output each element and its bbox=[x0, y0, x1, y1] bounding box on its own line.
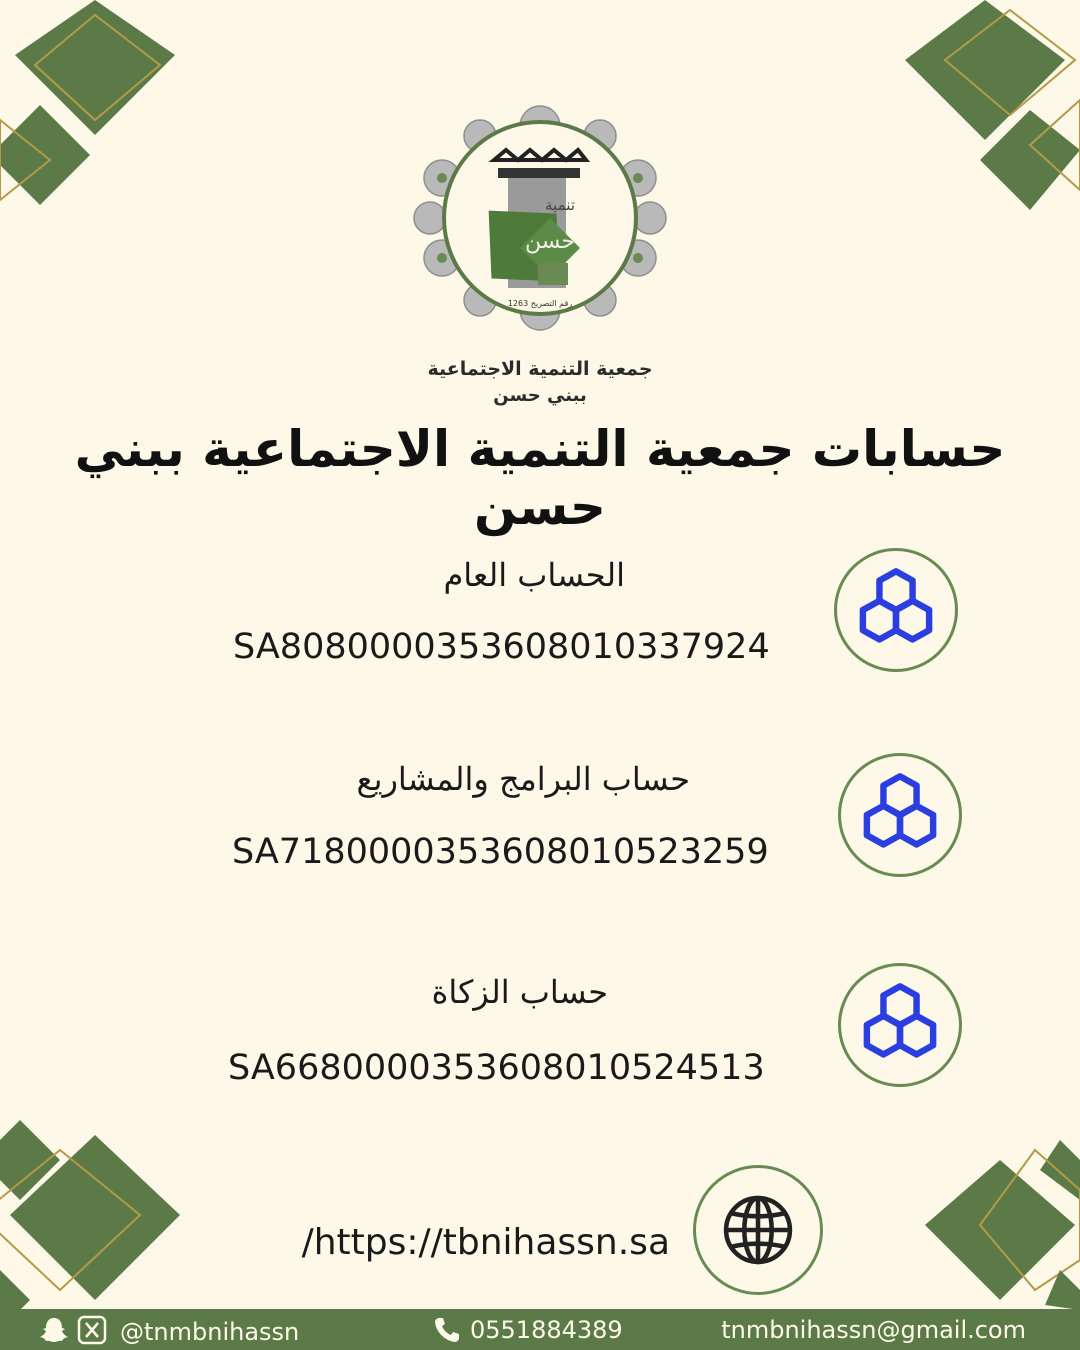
globe-circle bbox=[693, 1165, 823, 1295]
top-right-diamonds bbox=[905, 0, 1080, 210]
bottom-left-diamonds bbox=[0, 1120, 180, 1330]
bank-logo-icon bbox=[850, 564, 942, 656]
bank-logo-icon bbox=[854, 769, 946, 861]
contact-footer bbox=[0, 1309, 1080, 1350]
bank-logo-circle bbox=[838, 753, 962, 877]
account-label-programs: حساب البرامج والمشاريع bbox=[356, 760, 690, 798]
globe-icon bbox=[720, 1192, 796, 1268]
svg-text:تنمية: تنمية bbox=[545, 196, 575, 214]
phone-number[interactable]: 0551884389 bbox=[470, 1316, 623, 1344]
account-iban-general[interactable]: SA8080000353608010337924 bbox=[233, 627, 770, 667]
snapchat-icon[interactable] bbox=[38, 1316, 70, 1344]
license-text: رقم التصريح 1263 bbox=[507, 299, 573, 308]
account-iban-programs[interactable]: SA7180000353608010523259 bbox=[232, 832, 769, 872]
bank-logo-icon bbox=[854, 979, 946, 1071]
svg-text:حسن: حسن bbox=[525, 229, 575, 254]
account-label-zakat: حساب الزكاة bbox=[431, 973, 608, 1011]
top-left-diamonds bbox=[0, 0, 175, 205]
x-icon[interactable] bbox=[77, 1315, 107, 1345]
organization-name: جمعية التنمية الاجتماعية bbox=[427, 358, 653, 380]
account-iban-zakat[interactable]: SA6680000353608010524513 bbox=[228, 1048, 765, 1088]
bank-logo-circle bbox=[838, 963, 962, 1087]
phone-icon bbox=[432, 1315, 462, 1345]
social-handle[interactable]: @tnmbnihassn bbox=[120, 1318, 300, 1346]
account-label-general: الحساب العام bbox=[443, 556, 625, 594]
bank-logo-circle bbox=[834, 548, 958, 672]
email-address[interactable]: tnmbnihassn@gmail.com bbox=[721, 1316, 1026, 1344]
website-link[interactable]: /https://tbnihassn.sa bbox=[301, 1222, 670, 1263]
page-title: حسابات جمعية التنمية الاجتماعية ببني حسن bbox=[74, 420, 1006, 536]
bottom-right-diamonds bbox=[925, 1140, 1080, 1310]
organization-name-location: ببني حسن bbox=[493, 385, 587, 406]
organization-logo bbox=[400, 98, 680, 338]
